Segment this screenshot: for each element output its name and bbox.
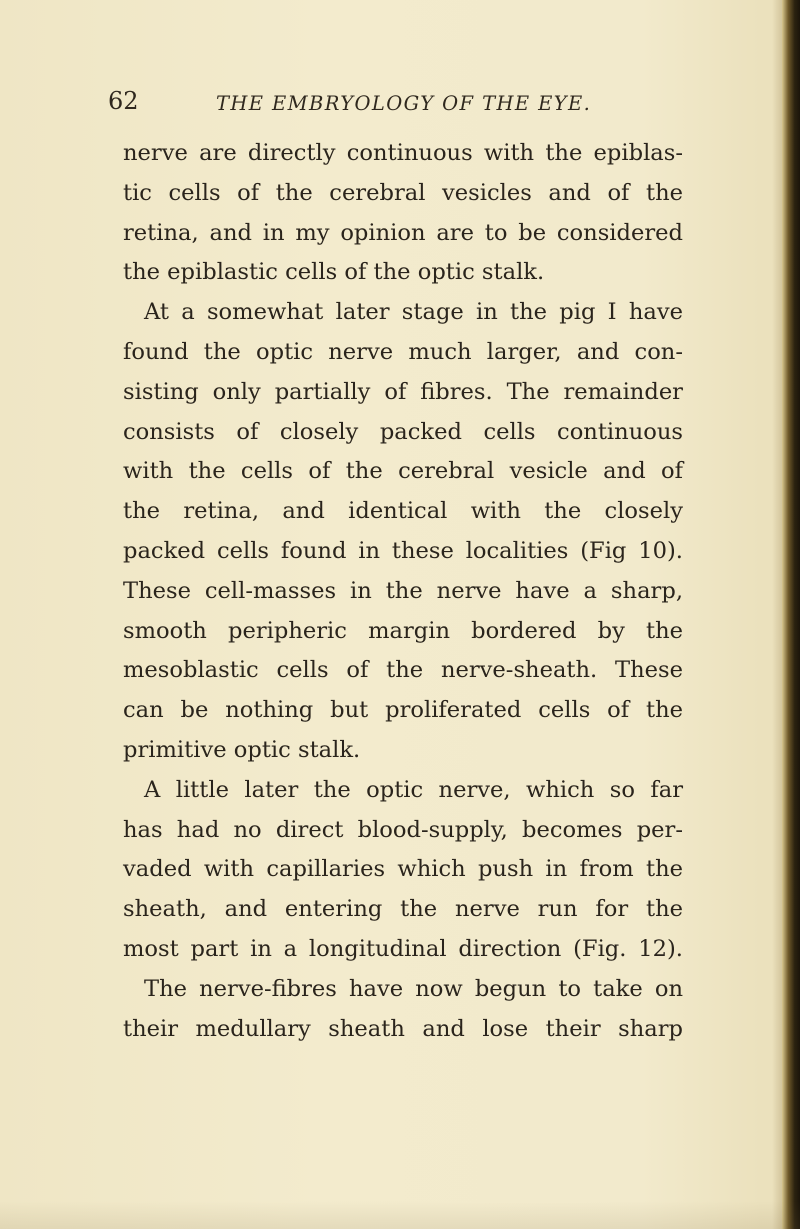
- text-line: sheath, and entering the nerve run for the: [123, 896, 683, 923]
- text-line: the retina, and identical with the closely: [123, 498, 683, 525]
- page-number: 62: [108, 87, 139, 115]
- text-line: has had no direct blood-supply, becomes per-: [123, 816, 683, 843]
- text-line: nerve are directly continuous with the epiblas-: [123, 140, 683, 166]
- page-bottom-shade: [0, 1201, 800, 1229]
- text-line: their medullary sheath and lose their sharp: [123, 1015, 683, 1042]
- text-line: primitive optic stalk.: [123, 736, 361, 763]
- paragraph-start-line: At a somewhat later stage in the pig I have: [144, 299, 683, 326]
- text-line: the epiblastic cells of the optic stalk.: [123, 259, 545, 286]
- text-line: consists of closely packed cells continuous: [123, 418, 683, 445]
- text-line: packed cells found in these localities (Fig 10).: [123, 537, 683, 564]
- text-line: found the optic nerve much larger, and con-: [123, 338, 683, 365]
- paragraph-start-line: The nerve-fibres have now begun to take on: [144, 975, 683, 1002]
- body-text: [123, 134, 683, 1049]
- page-header: [108, 83, 628, 119]
- running-title: THE EMBRYOLOGY OF THE EYE.: [216, 92, 592, 115]
- page-edge-shadow: [772, 0, 782, 1229]
- text-line: tic cells of the cerebral vesicles and of the: [123, 179, 683, 206]
- text-line: vaded with capillaries which push in from the: [123, 856, 683, 883]
- text-line: smooth peripheric margin bordered by the: [123, 617, 683, 644]
- text-line: most part in a longitudinal direction (Fig. 12).: [123, 935, 683, 962]
- book-binding-edge: [782, 0, 800, 1229]
- text-line: retina, and in my opinion are to be considered: [123, 219, 683, 246]
- paragraph-start-line: A little later the optic nerve, which so far: [144, 776, 683, 803]
- text-line: can be nothing but proliferated cells of the: [123, 697, 683, 724]
- text-line: sisting only partially of fibres. The remainder: [123, 378, 683, 405]
- text-line: These cell-masses in the nerve have a sharp,: [123, 577, 683, 604]
- text-line: mesoblastic cells of the nerve-sheath. These: [123, 657, 683, 684]
- text-line: with the cells of the cerebral vesicle and of: [123, 458, 683, 485]
